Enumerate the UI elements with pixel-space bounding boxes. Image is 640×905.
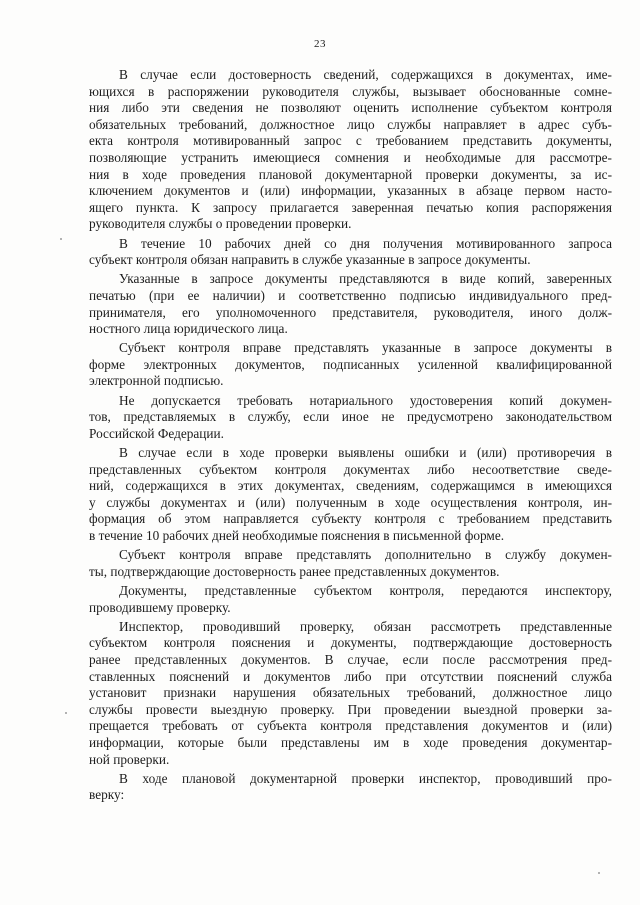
page-number: 23 xyxy=(314,38,326,50)
text-line: печатью (при ее наличии) и соответственно подписью индивидуального пред- xyxy=(89,287,612,303)
paragraph xyxy=(89,340,612,390)
scan-speck xyxy=(65,712,67,714)
text-line: екта контроля мотивированный запрос с требованием представить документы, xyxy=(89,133,612,149)
paragraph xyxy=(89,271,612,337)
text-line: Субъект контроля вправе представлять указанные в запросе документы в xyxy=(119,340,612,356)
text-line: службы провести выездную проверку. При проведении выездной проверки за- xyxy=(89,701,612,717)
text-line: ния либо эти сведения не позволяют оценить исполнение субъектом контроля xyxy=(89,100,612,116)
paragraph xyxy=(89,445,612,545)
text-line: Документы, представленные субъектом контроля, передаются инспектору, xyxy=(119,582,612,598)
text-line: верку: xyxy=(89,787,125,803)
text-line: у службы документах и (или) полученным в ходе осуществления контроля, ин- xyxy=(89,494,612,510)
text-line: ний, содержащихся в этих документах, сведениям, содержащимся в имеющихся xyxy=(89,478,612,494)
paragraph xyxy=(89,771,612,804)
text-line: ставленных пояснений и документов либо при отсутствии пояснений служба xyxy=(89,668,612,684)
text-line: представленных субъектом контроля документах либо несоответствие сведе- xyxy=(89,461,612,477)
text-line: ющихся в распоряжении руководителя службы, вызывает обоснованные сомне- xyxy=(89,83,612,99)
text-line: установит признаки нарушения обязательных требований, должностное лицо xyxy=(89,685,612,701)
text-line: Субъект контроля вправе представлять дополнительно в службу докумен- xyxy=(119,547,612,563)
text-line: информации, которые были представлены им в ходе проведения документар- xyxy=(89,734,612,750)
text-line: ящего пункта. К запросу прилагается заверенная печатью копия распоряжения xyxy=(89,199,612,215)
text-line: прещается требовать от субъекта контроля представления документов и (или) xyxy=(89,718,612,734)
text-line: В ходе плановой документарной проверки инспектор, проводивший про- xyxy=(119,770,612,786)
text-line: форме электронных документов, подписанных усиленной квалифицированной xyxy=(89,356,612,372)
text-line: формация об этом направляется субъекту контроля с требованием представить xyxy=(89,511,612,527)
text-line: ранее представленных документов. В случае, если после рассмотрения пред- xyxy=(89,651,612,667)
scan-speck xyxy=(598,872,600,874)
text-line: Не допускается требовать нотариального удостоверения копий докумен- xyxy=(119,392,612,408)
text-line: позволяющие устранить имеющиеся сомнения и необходимые для рассмотре- xyxy=(89,149,612,165)
paragraph xyxy=(89,547,612,580)
text-line: ключением документов и (или) информации, указанных в абзаце первом насто- xyxy=(89,183,612,199)
paragraph xyxy=(89,67,612,233)
text-line: обязательных требований, должностное лицо службы направляет в адрес субъ- xyxy=(89,116,612,132)
paragraph xyxy=(89,236,612,269)
text-line: Инспектор, проводивший проверку, обязан рассмотреть представленные xyxy=(119,618,612,634)
text-line: тов, представляемых в службу, если иное не предусмотрено законодательством xyxy=(89,409,612,425)
text-line: ния в ходе проведения плановой документарной проверки документы, за ис- xyxy=(89,166,612,182)
text-line: электронной подписью. xyxy=(89,373,224,389)
text-line: Российской Федерации. xyxy=(89,425,224,441)
text-line: проводившему проверку. xyxy=(89,599,231,615)
text-line: В случае если в ходе проверки выявлены ошибки и (или) противоречия в xyxy=(119,445,612,461)
text-line: В случае если достоверность сведений, содержащихся в документах, име- xyxy=(119,67,612,82)
text-line: руководителя службы о проведении проверки. xyxy=(89,216,352,232)
text-line: принимателя, его уполномоченного представителя, руководителя, иного долж- xyxy=(89,304,612,320)
text-line: Указанные в запросе документы представляются в виде копий, заверенных xyxy=(119,271,612,287)
scan-speck xyxy=(60,238,62,240)
paragraph xyxy=(89,393,612,443)
document-body xyxy=(89,67,612,806)
text-line: ностного лица юридического лица. xyxy=(89,321,288,337)
text-line: в течение 10 рабочих дней необходимые пояснения в письменной форме. xyxy=(89,528,505,543)
text-line: ты, подтверждающие достоверность ранее представленных документов. xyxy=(89,563,500,579)
text-line: субъектом контроля пояснения и документы, подтверждающие достоверность xyxy=(89,635,612,651)
text-line: субъект контроля обязан направить в службе указанные в запросе документы. xyxy=(89,252,531,268)
paragraph xyxy=(89,583,612,616)
text-line: ной проверки. xyxy=(89,751,170,767)
text-line: В течение 10 рабочих дней со дня получения мотивированного запроса xyxy=(119,235,612,251)
paragraph xyxy=(89,619,612,768)
